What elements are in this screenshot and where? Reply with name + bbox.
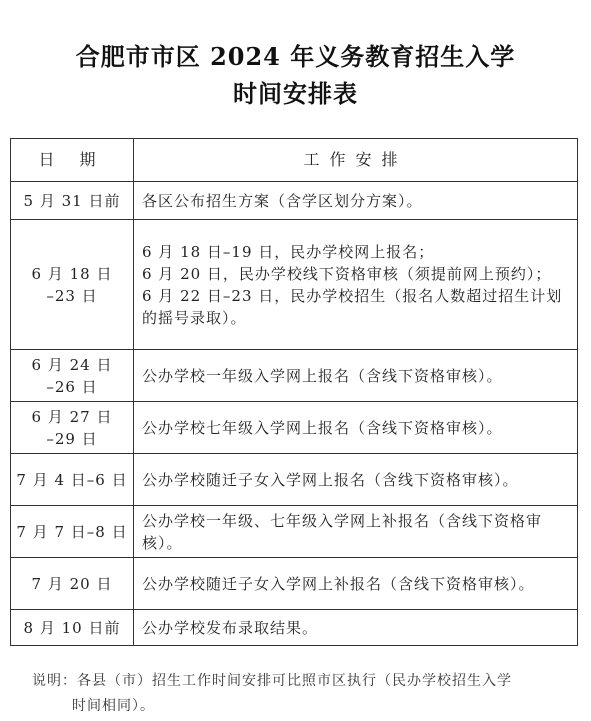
table-row — [11, 402, 578, 454]
table-row — [11, 558, 578, 610]
table-row — [11, 182, 578, 220]
footnote — [32, 669, 572, 719]
arrangement-text: 公办学校随迁子女入学网上补报名（含线下资格审核）。 — [142, 574, 535, 593]
date-cell — [11, 182, 134, 220]
arrangement-text: 6 月 20 日，民办学校线下资格审核（须提前网上预约）； — [142, 264, 552, 283]
arrangement-cell — [134, 558, 578, 610]
table-header-row — [11, 139, 578, 182]
date-text: 8 月 10 日前 — [23, 618, 121, 637]
date-cell — [11, 558, 134, 610]
arrangement-text: 公办学校七年级入学网上报名（含线下资格审核）。 — [142, 418, 503, 437]
table-row — [11, 350, 578, 402]
header-date: 日 期 — [11, 139, 134, 182]
table-row — [11, 506, 578, 558]
date-text: –26 日 — [46, 377, 98, 396]
date-cell — [11, 610, 134, 646]
arrangement-cell — [134, 506, 578, 558]
date-text: –29 日 — [46, 429, 98, 448]
date-text: 7 月 4 日–6 日 — [16, 470, 128, 489]
date-text: 7 月 20 日 — [31, 574, 113, 593]
arrangement-cell — [134, 220, 578, 350]
arrangement-cell — [134, 350, 578, 402]
date-text: –23 日 — [46, 286, 98, 305]
date-cell — [11, 454, 134, 506]
date-text: 5 月 31 日前 — [23, 191, 121, 210]
page-title: 合肥市市区 2024 年义务教育招生入学 — [75, 42, 516, 71]
arrangement-text: 6 月 18 日–19 日，民办学校网上报名； — [142, 242, 435, 261]
table-row — [11, 454, 578, 506]
date-text: 6 月 18 日 — [31, 264, 113, 283]
arrangement-cell — [134, 610, 578, 646]
date-cell — [11, 506, 134, 558]
date-text: 6 月 24 日 — [31, 355, 113, 374]
table-row — [11, 220, 578, 350]
date-cell — [11, 220, 134, 350]
arrangement-text: 公办学校一年级入学网上报名（含线下资格审核）。 — [142, 366, 503, 385]
table-row — [11, 610, 578, 646]
arrangement-text: 公办学校随迁子女入学网上报名（含线下资格审核）。 — [142, 470, 519, 489]
schedule-table — [10, 138, 578, 646]
arrangement-text: 公办学校一年级、七年级入学网上补报名（含线下资格审核）。 — [142, 511, 543, 552]
header-arrangement: 工作安排 — [134, 139, 578, 182]
page-subtitle: 时间安排表 — [233, 79, 358, 108]
date-text: 7 月 7 日–8 日 — [16, 522, 128, 541]
footnote-line-1: 说明：各县（市）招生工作时间安排可比照市区执行（民办学校招生入学 — [32, 673, 512, 689]
date-text: 6 月 27 日 — [31, 407, 113, 426]
arrangement-cell — [134, 402, 578, 454]
arrangement-text: 6 月 22 日–23 日，民办学校招生（报名人数超过招生计划的摇号录取）。 — [142, 286, 563, 327]
arrangement-text: 各区公布招生方案（含学区划分方案）。 — [142, 191, 423, 210]
arrangement-text: 公办学校发布录取结果。 — [142, 618, 319, 637]
arrangement-cell — [134, 454, 578, 506]
date-cell — [11, 402, 134, 454]
date-cell — [11, 350, 134, 402]
arrangement-cell — [134, 182, 578, 220]
footnote-line-2: 时间相同）。 — [72, 698, 155, 714]
